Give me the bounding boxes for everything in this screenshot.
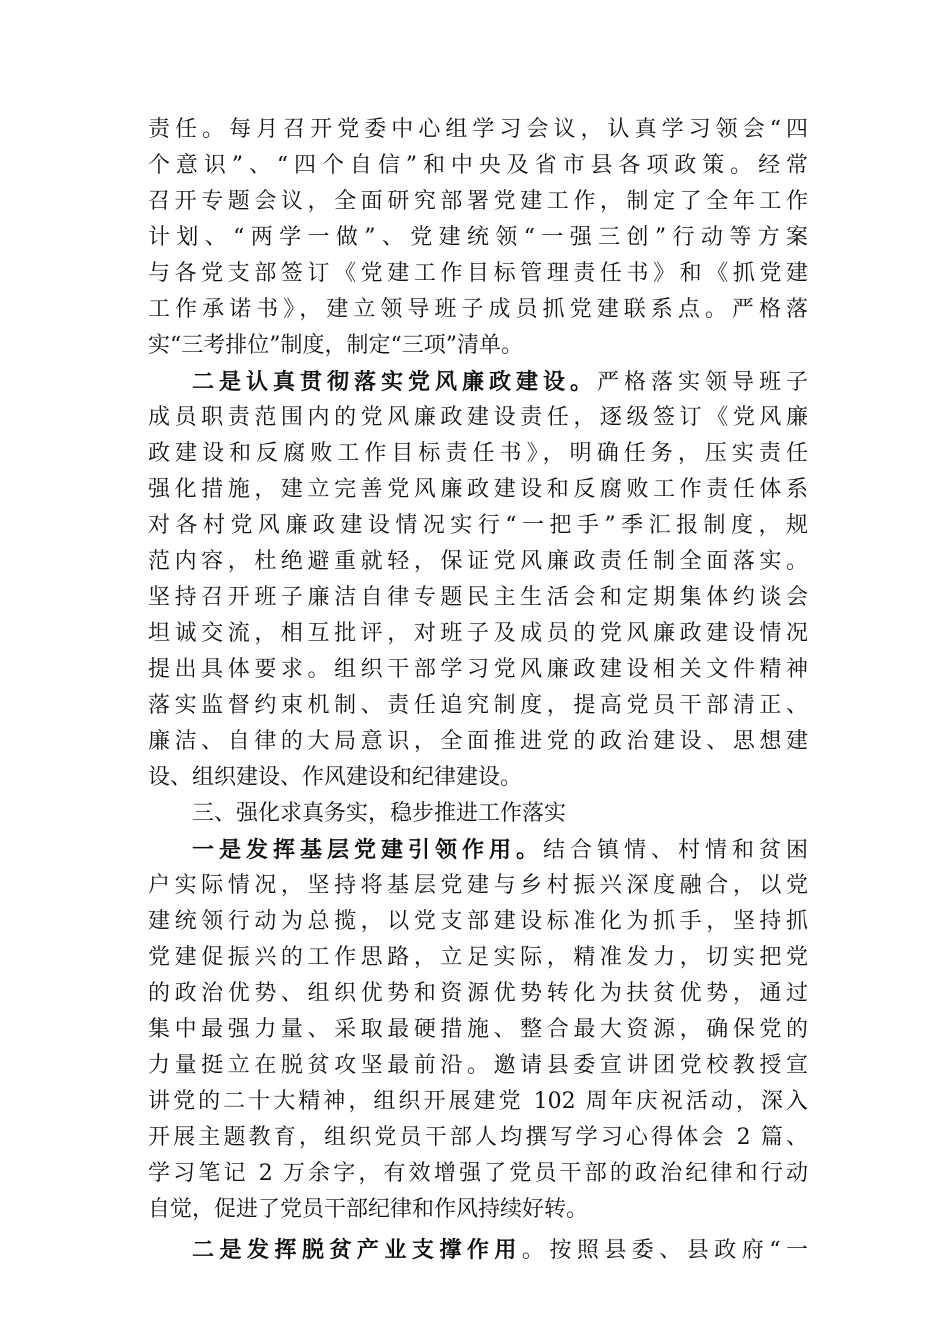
- text-line: 的政治优势、组织优势和资源优势转化为扶贫优势，通过: [148, 981, 808, 1006]
- text-line: 个意识”、“四个自信”和中央及省市县各项政策。经常: [148, 153, 808, 178]
- paragraph-grassroots-party: [148, 832, 808, 1228]
- text-line: 廉洁、自律的大局意识，全面推进党的政治建设、思想建: [148, 729, 808, 754]
- text-line: 召开专题会议，全面研究部署党建工作，制定了全年工作: [148, 189, 808, 214]
- text-line: 学习笔记 2 万余字，有效增强了党员干部的政治纪律和行动: [148, 1161, 808, 1186]
- text-line: 工作承诺书》，建立领导班子成员抓党建联系点。严格落: [148, 297, 808, 322]
- paragraph-first-line: [148, 832, 808, 868]
- text-line: 计划、“两学一做”、党建统领“一强三创”行动等方案: [148, 225, 808, 250]
- paragraph-poverty-industry: [148, 1232, 808, 1268]
- text-line: 户实际情况，坚持将基层党建与乡村振兴深度融合，以党: [148, 873, 808, 898]
- text-line: 坚持召开班子廉洁自律专题民主生活会和定期集体约谈会: [148, 585, 808, 610]
- text-line: 力量挺立在脱贫攻坚最前沿。邀请县委宣讲团党校教授宣: [148, 1053, 808, 1078]
- text-line: 对各村党风廉政建设情况实行“一把手”季汇报制度，规: [148, 513, 808, 538]
- text-line: 坦诚交流，相互批评，对班子及成员的党风廉政建设情况: [148, 621, 808, 646]
- section-heading: 三、强化求真务实，稳步推进工作落实: [192, 801, 567, 826]
- text-line: 范内容，杜绝避重就轻，保证党风廉政责任制全面落实。: [148, 549, 808, 574]
- text-line: 政建设和反腐败工作目标责任书》，明确任务，压实责任: [148, 441, 808, 466]
- paragraph-lead-rest: 结合镇情、村情和贫困: [542, 838, 808, 863]
- text-line: 实“三考排位”制度，制定“三项”清单。: [148, 333, 523, 358]
- text-line: 成员职责范围内的党风廉政建设责任，逐级签订《党风廉: [148, 405, 808, 430]
- paragraph-lead-bold: 二是发挥脱贫产业支撑作用: [192, 1237, 522, 1263]
- paragraph-lead-rest: 。按照县委、县政府“一: [521, 1238, 808, 1263]
- text-line: 讲党的二十大精神，组织开展建党 102 周年庆祝活动，深入: [148, 1089, 808, 1114]
- text-line: 集中最强力量、采取最硬措施、整合最大资源，确保党的: [148, 1017, 808, 1042]
- text-line: 落实监督约束机制、责任追究制度，提高党员干部清正、: [148, 693, 808, 718]
- text-line: 建统领行动为总揽，以党支部建设标准化为抓手，坚持抓: [148, 909, 808, 934]
- document-page: [148, 112, 808, 1268]
- paragraph-clean-government: [148, 364, 808, 796]
- text-line: 提出具体要求。组织干部学习党风廉政建设相关文件精神: [148, 657, 808, 682]
- text-line: 与各党支部签订《党建工作目标管理责任书》和《抓党建: [148, 261, 808, 286]
- text-line: 党建促振兴的工作思路，立足实际，精准发力，切实把党: [148, 945, 808, 970]
- text-line: 强化措施，建立完善党风廉政建设和反腐败工作责任体系: [148, 477, 808, 502]
- paragraph-lead-bold: 二是认真贯彻落实党风廉政建设。: [192, 369, 597, 395]
- paragraph-first-line: [148, 364, 808, 400]
- text-line: 设、组织建设、作风建设和纪律建设。: [148, 765, 523, 790]
- paragraph-lead-rest: 严格落实领导班子: [596, 370, 808, 395]
- paragraph-party-responsibility: [148, 112, 808, 364]
- paragraph-lead-bold: 一是发挥基层党建引领作用。: [192, 837, 543, 863]
- text-line: 责任。每月召开党委中心组学习会议，认真学习领会“四: [148, 117, 808, 142]
- paragraph-first-line: [148, 1232, 808, 1268]
- text-line: 自觉，促进了党员干部纪律和作风持续好转。: [148, 1197, 589, 1222]
- text-line: 开展主题教育，组织党员干部人均撰写学习心得体会 2 篇、: [148, 1125, 808, 1150]
